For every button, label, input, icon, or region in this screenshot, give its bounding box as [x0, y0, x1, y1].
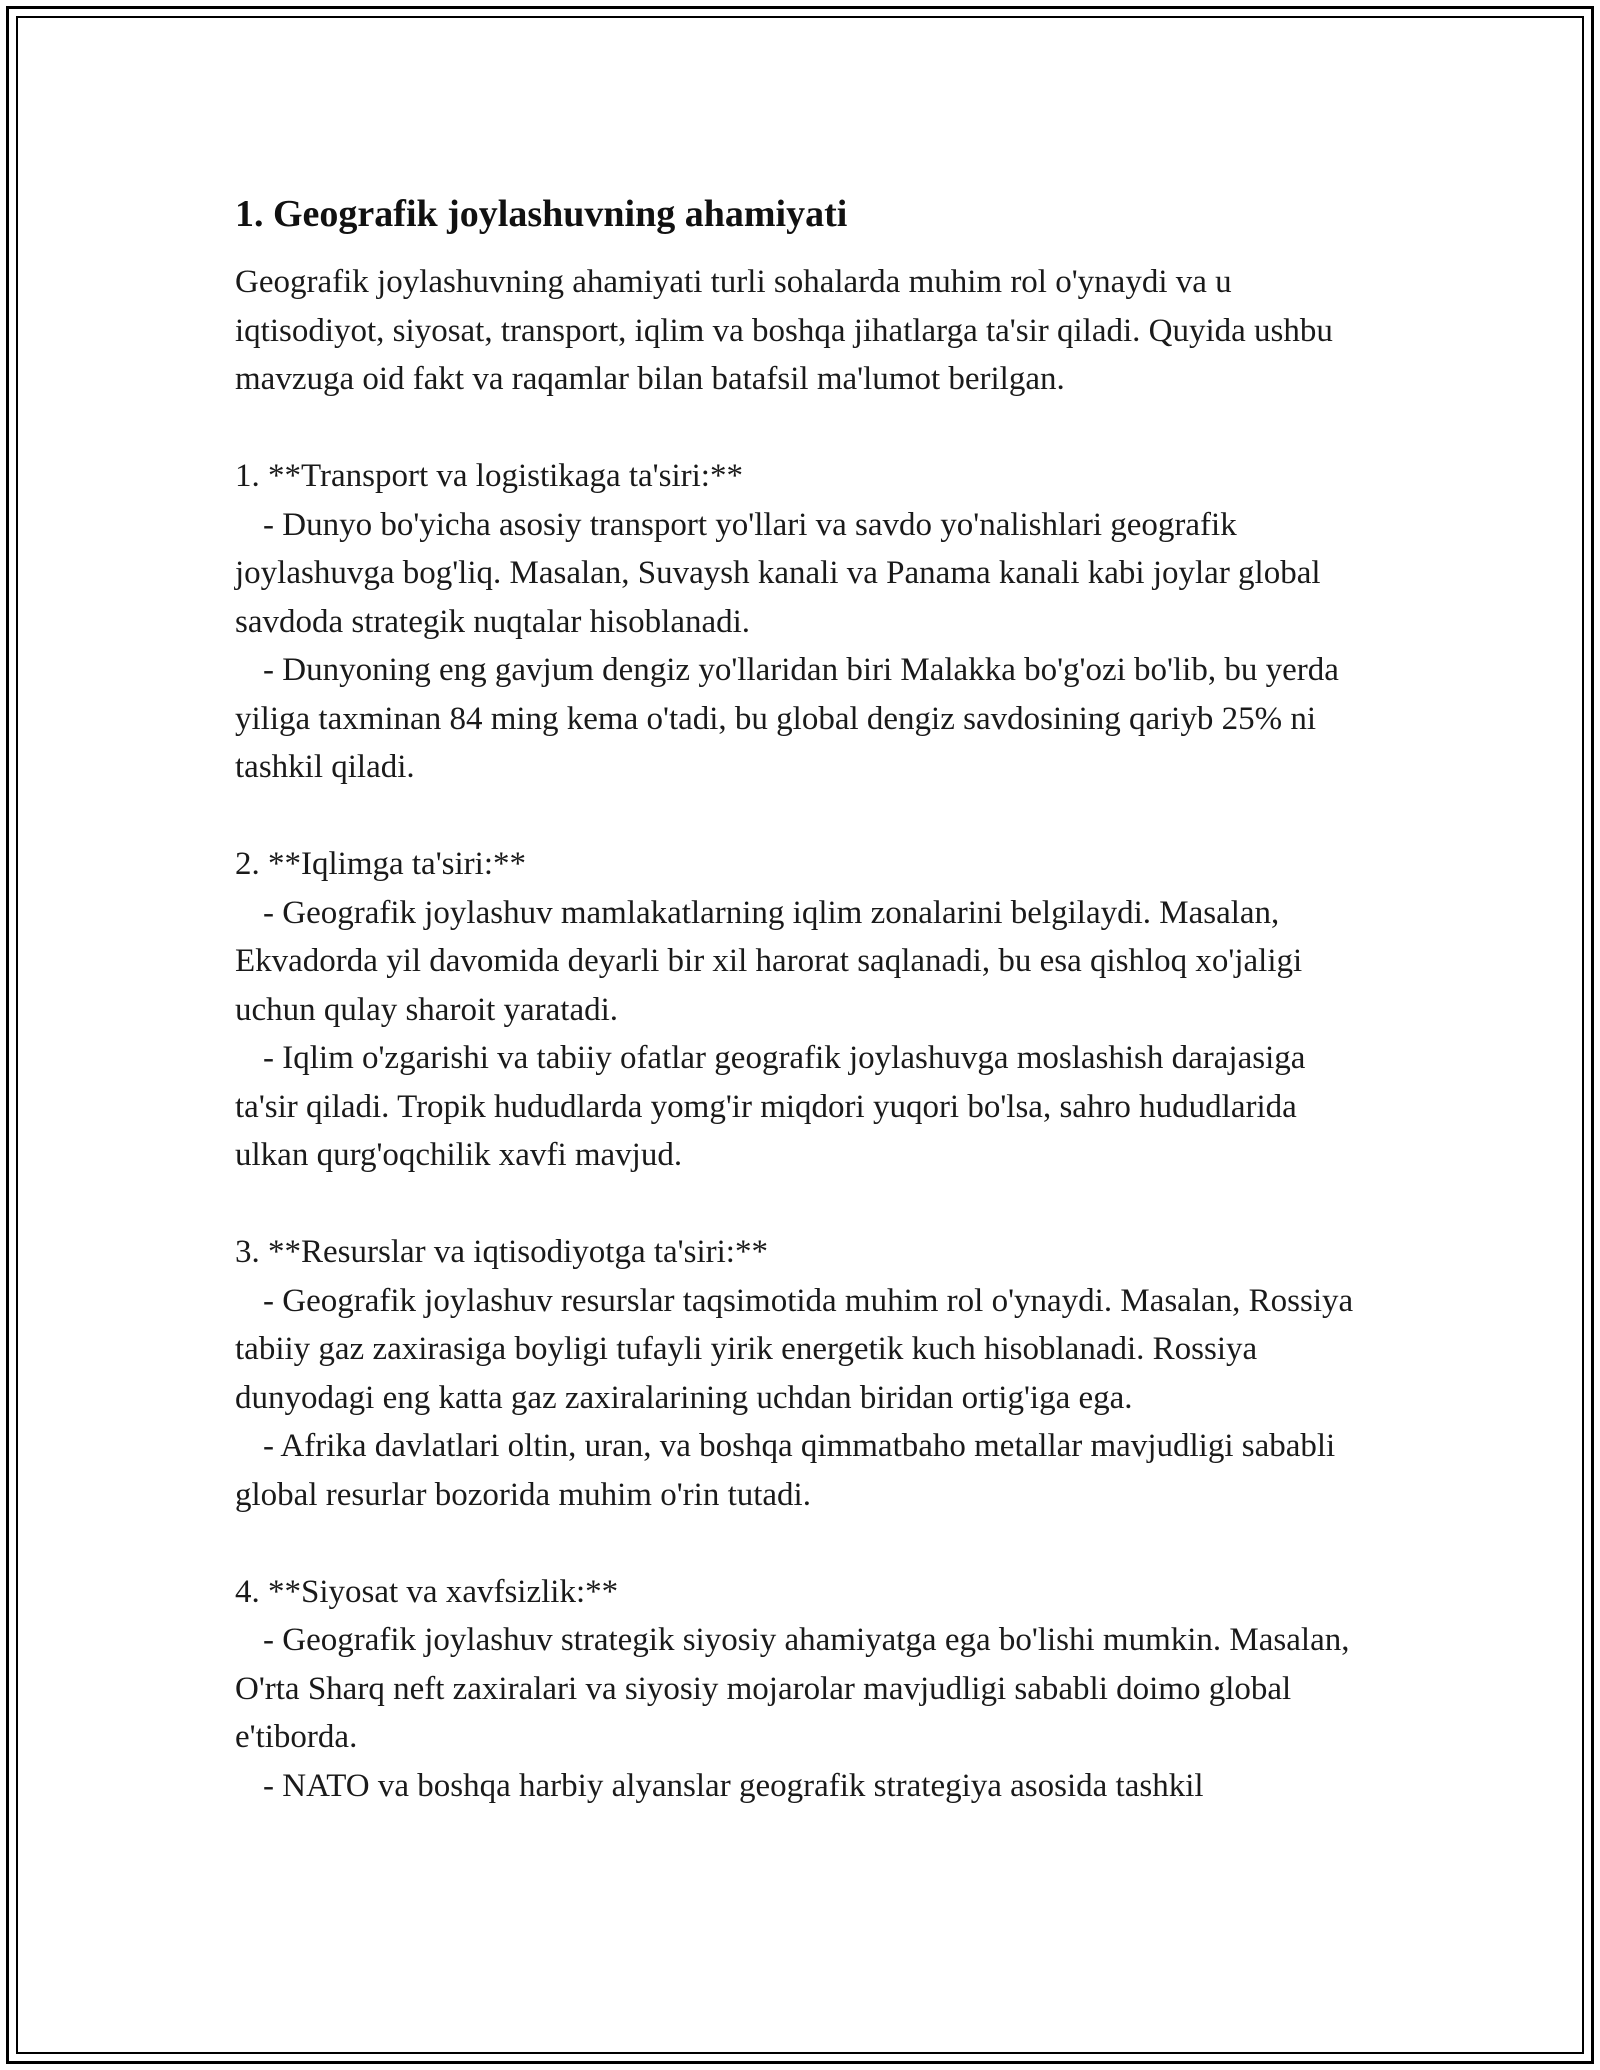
bullet-item: - NATO va boshqa harbiy alyanslar geografik strategiya asosida tashkil [263, 1767, 1204, 1804]
bullet-item: - Dunyoning eng gavjum dengiz yo'llaridan biri Malakka bo'g'ozi bo'lib, bu yerda yiliga taxminan 84 ming kema o'tadi, bu global dengiz savdosining qariyb 25% ni tashkil qiladi. [235, 652, 1339, 785]
section-heading: 1. **Transport va logistikaga ta'siri:** [235, 458, 743, 494]
bullet-item: - Geografik joylashuv strategik siyosiy ahamiyatga ega bo'lishi mumkin. Masalan, O'rta Sharq neft zaxiralari va siyosiy mojarolar mavjudligi sababli doimo global e'tiborda. [235, 1622, 1350, 1755]
bullet-item: - Geografik joylashuv resurslar taqsimotida muhim rol o'ynaydi. Masalan, Rossiya tabiiy gaz zaxirasiga boyligi tufayli yirik energetik kuch hisoblanadi. Rossiya dunyodagi eng katta gaz zaxiralarining uchdan biridan ortig'iga ega. [235, 1282, 1354, 1416]
bullet-item: - Iqlim o'zgarishi va tabiiy ofatlar geografik joylashuvga moslashish darajasiga ta'sir qiladi. Tropik hududlarda yomg'ir miqdori yuqori bo'lsa, sahro hududlarida ulkan qurg'oqchilik xavfi mavjud. [235, 1040, 1306, 1173]
section-heading: 2. **Iqlimga ta'siri:** [235, 846, 526, 882]
section-climate [235, 840, 1375, 1180]
document-title: 1. Geografik joylashuvning ahamiyati [235, 193, 848, 235]
section-transport [235, 452, 1375, 792]
bullet-item: - Geografik joylashuv mamlakatlarning iqlim zonalarini belgilaydi. Masalan, Ekvadorda yil davomida deyarli bir xil harorat saqlanadi, bu esa qishloq xo'jaligi uchun qulay sharoit yaratadi. [235, 894, 1303, 1028]
section-heading: 4. **Siyosat va xavfsizlik:** [235, 1573, 619, 1610]
bullet-item: - Dunyo bo'yicha asosiy transport yo'llari va savdo yo'nalishlari geografik joylashuvga bog'liq. Masalan, Suvaysh kanali va Panama kanali kabi joylar global savdoda strategik nuqtalar hisoblanadi. [235, 506, 1321, 640]
document-body [235, 188, 1375, 1810]
bullet-item: - Afrika davlatlari oltin, uran, va boshqa qimmatbaho metallar mavjudligi sababli global resurlar bozorida muhim o'rin tutadi. [235, 1428, 1336, 1513]
section-politics [235, 1568, 1375, 1811]
section-resources [235, 1228, 1375, 1519]
section-heading: 3. **Resurslar va iqtisodiyotga ta'siri:** [235, 1234, 768, 1270]
intro-paragraph: Geografik joylashuvning ahamiyati turli sohalarda muhim rol o'ynaydi va u iqtisodiyot, siyosat, transport, iqlim va boshqa jihatlarga ta'sir qiladi. Quyida ushbu mavzuga oid fakt va raqamlar bilan batafsil ma'lumot berilgan. [235, 264, 1333, 397]
